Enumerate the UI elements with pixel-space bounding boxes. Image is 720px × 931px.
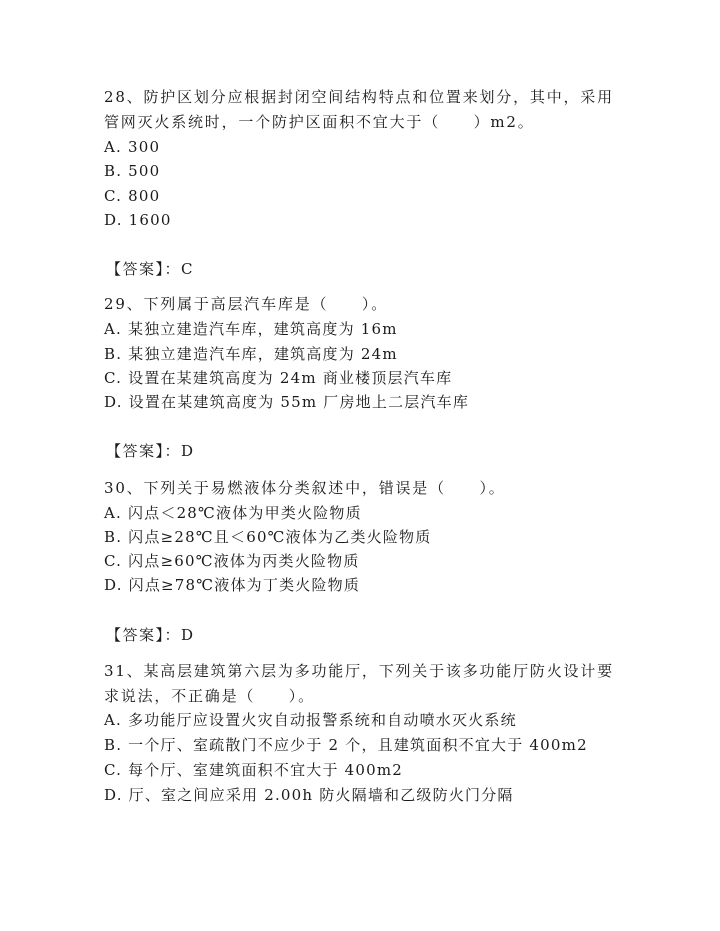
question-31-option-d: D. 厅、室之间应采用 2.00h 防火隔墙和乙级防火门分隔 <box>104 786 514 804</box>
question-29-option-a: A. 某独立建造汽车库，建筑高度为 16m <box>104 320 398 338</box>
question-28-answer: 【答案】：C <box>106 260 194 278</box>
question-29-option-d: D. 设置在某建筑高度为 55m 厂房地上二层汽车库 <box>104 393 470 411</box>
question-31-option-a: A. 多功能厅应设置火灾自动报警系统和自动喷水灭火系统 <box>104 711 517 729</box>
question-31-option-b: B. 一个厅、室疏散门不应少于 2 个，且建筑面积不宜大于 400m2 <box>104 736 588 754</box>
question-29-option-b: B. 某独立建造汽车库，建筑高度为 24m <box>104 345 398 363</box>
question-28-stem-line-2: 管网灭火系统时，一个防护区面积不宜大于（ ）m2。 <box>104 113 535 131</box>
question-30-option-c: C. 闪点≥60℃液体为丙类火险物质 <box>104 552 360 570</box>
question-30-option-a: A. 闪点＜28℃液体为甲类火险物质 <box>104 504 362 522</box>
question-29-option-c: C. 设置在某建筑高度为 24m 商业楼顶层汽车库 <box>104 369 453 387</box>
question-31-stem-line-2: 求说法，不正确是（ ）。 <box>104 687 315 705</box>
question-30-answer: 【答案】：D <box>106 626 195 644</box>
question-30-option-d: D. 闪点≥78℃液体为丁类火险物质 <box>104 576 361 594</box>
question-28-option-b: B. 500 <box>104 162 161 180</box>
question-28-option-d: D. 1600 <box>104 211 172 229</box>
question-29-answer: 【答案】：D <box>106 442 195 460</box>
question-30-stem-line-1: 30、下列关于易燃液体分类叙述中，错误是（ ）。 <box>104 479 506 497</box>
question-31-option-c: C. 每个厅、室建筑面积不宜大于 400m2 <box>104 761 404 779</box>
question-31-stem-line-1: 31、某高层建筑第六层为多功能厅，下列关于该多功能厅防火设计要 <box>104 662 614 680</box>
question-28-stem-line-1: 28、防护区划分应根据封闭空间结构特点和位置来划分，其中，采用 <box>104 88 614 106</box>
question-29-stem-line-1: 29、下列属于高层汽车库是（ ）。 <box>104 295 388 313</box>
question-28-option-a: A. 300 <box>104 138 161 156</box>
question-30-option-b: B. 闪点≥28℃且＜60℃液体为乙类火险物质 <box>104 528 432 546</box>
question-28-option-c: C. 800 <box>104 187 161 205</box>
